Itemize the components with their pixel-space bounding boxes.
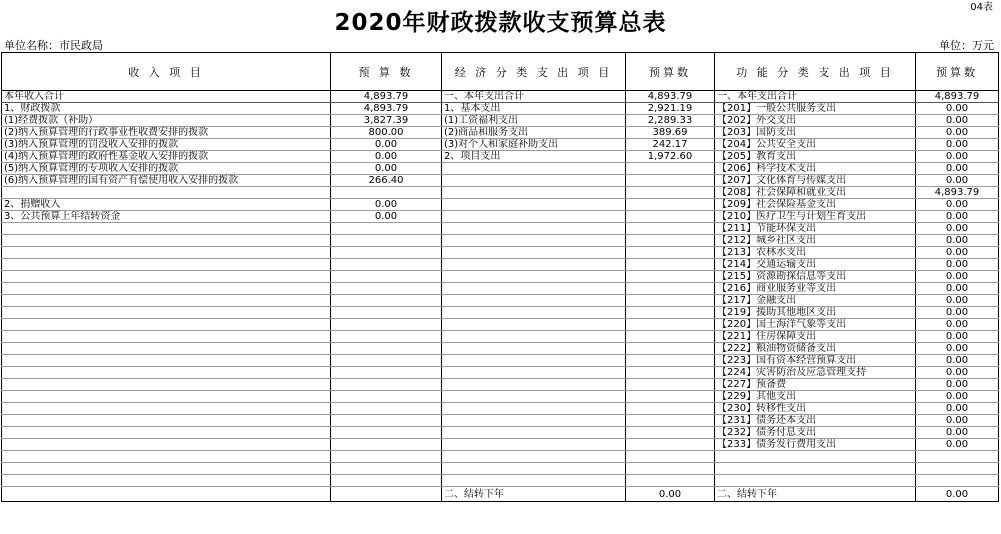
income-item-cell — [2, 307, 331, 319]
budget-summary-table — [1, 52, 999, 502]
table-row — [2, 187, 999, 199]
econ-budget-cell — [626, 211, 715, 223]
income-item-cell — [2, 355, 331, 367]
table-row — [2, 259, 999, 271]
income-budget-cell: 3,827.39 — [331, 115, 442, 127]
func-item-cell: 【233】债务发行费用支出 — [715, 439, 916, 451]
func-budget-cell: 4,893.79 — [916, 187, 999, 199]
income-budget-cell — [331, 343, 442, 355]
econ-item-cell — [442, 451, 626, 463]
econ-item-cell — [442, 175, 626, 187]
table-header-row — [2, 53, 999, 91]
income-budget-cell — [331, 319, 442, 331]
income-item-cell: (5)纳入预算管理的专项收入安排的拨款 — [2, 163, 331, 175]
income-budget-cell — [331, 307, 442, 319]
econ-budget-cell: 0.00 — [626, 487, 715, 502]
table-row — [2, 223, 999, 235]
table-row — [2, 175, 999, 187]
func-item-cell: 【222】粮油物资储备支出 — [715, 343, 916, 355]
income-budget-cell — [331, 247, 442, 259]
econ-item-cell — [442, 331, 626, 343]
table-row — [2, 283, 999, 295]
func-item-cell: 【224】灾害防治及应急管理支持 — [715, 367, 916, 379]
table-row — [2, 139, 999, 151]
func-budget-cell: 0.00 — [916, 343, 999, 355]
econ-item-cell: (2)商品和服务支出 — [442, 127, 626, 139]
econ-budget-cell: 242.17 — [626, 139, 715, 151]
income-budget-cell: 0.00 — [331, 163, 442, 175]
econ-item-cell — [442, 415, 626, 427]
func-budget-cell: 0.00 — [916, 427, 999, 439]
income-item-cell: (6)纳入预算管理的国有资产有偿使用收入安排的拨款 — [2, 175, 331, 187]
func-item-cell: 【231】债务还本支出 — [715, 415, 916, 427]
econ-item-cell — [442, 271, 626, 283]
income-budget-cell: 266.40 — [331, 175, 442, 187]
income-budget-cell: 4,893.79 — [331, 103, 442, 115]
econ-budget-cell: 2,289.33 — [626, 115, 715, 127]
income-item-cell — [2, 439, 331, 451]
econ-budget-cell — [626, 463, 715, 475]
econ-budget-cell: 4,893.79 — [626, 91, 715, 103]
func-item-cell: 【230】转移性支出 — [715, 403, 916, 415]
econ-item-cell — [442, 235, 626, 247]
func-item-cell: 【227】预备费 — [715, 379, 916, 391]
func-budget-cell: 0.00 — [916, 163, 999, 175]
func-budget-cell: 0.00 — [916, 175, 999, 187]
income-budget-cell — [331, 475, 442, 487]
func-item-cell: 【204】公共安全支出 — [715, 139, 916, 151]
income-budget-cell — [331, 331, 442, 343]
income-budget-cell — [331, 439, 442, 451]
econ-budget-cell — [626, 175, 715, 187]
income-budget-cell: 0.00 — [331, 139, 442, 151]
table-row — [2, 451, 999, 463]
func-item-cell: 【213】农林水支出 — [715, 247, 916, 259]
econ-item-cell — [442, 379, 626, 391]
econ-item-cell — [442, 475, 626, 487]
income-budget-cell — [331, 283, 442, 295]
func-item-cell: 【210】医疗卫生与计划生育支出 — [715, 211, 916, 223]
income-item-cell — [2, 451, 331, 463]
table-row — [2, 211, 999, 223]
table-row — [2, 319, 999, 331]
func-budget-cell: 0.00 — [916, 223, 999, 235]
func-item-cell: 一、本年支出合计 — [715, 91, 916, 103]
econ-item-cell: (3)对个人和家庭补助支出 — [442, 139, 626, 151]
econ-budget-cell — [626, 367, 715, 379]
table-row — [2, 103, 999, 115]
income-item-cell — [2, 415, 331, 427]
econ-budget-cell: 1,972.60 — [626, 151, 715, 163]
income-item-cell — [2, 331, 331, 343]
func-budget-cell: 0.00 — [916, 103, 999, 115]
func-budget-cell: 0.00 — [916, 487, 999, 502]
func-budget-cell: 0.00 — [916, 355, 999, 367]
func-budget-cell: 0.00 — [916, 403, 999, 415]
econ-item-cell — [442, 367, 626, 379]
econ-budget-cell — [626, 235, 715, 247]
income-item-cell — [2, 487, 331, 502]
econ-item-cell — [442, 223, 626, 235]
func-item-cell: 【215】资源勘探信息等支出 — [715, 271, 916, 283]
func-item-cell: 【232】债务付息支出 — [715, 427, 916, 439]
func-item-cell: 【212】城乡社区支出 — [715, 235, 916, 247]
func-item-cell — [715, 475, 916, 487]
table-row — [2, 151, 999, 163]
func-item-cell: 【201】一般公共服务支出 — [715, 103, 916, 115]
func-item-cell: 【217】金融支出 — [715, 295, 916, 307]
econ-budget-cell — [626, 223, 715, 235]
econ-item-cell: (1)工资福利支出 — [442, 115, 626, 127]
income-item-cell — [2, 391, 331, 403]
income-item-cell — [2, 247, 331, 259]
econ-budget-cell — [626, 331, 715, 343]
func-budget-header: 预算数 — [916, 53, 999, 91]
func-item-header: 功 能 分 类 支 出 项 目 — [715, 53, 916, 91]
econ-budget-cell — [626, 379, 715, 391]
func-budget-cell: 0.00 — [916, 295, 999, 307]
econ-budget-cell: 2,921.19 — [626, 103, 715, 115]
econ-budget-cell — [626, 283, 715, 295]
func-budget-cell: 0.00 — [916, 415, 999, 427]
income-budget-cell: 800.00 — [331, 127, 442, 139]
income-budget-cell: 0.00 — [331, 199, 442, 211]
table-row — [2, 427, 999, 439]
table-row — [2, 91, 999, 103]
income-budget-cell — [331, 187, 442, 199]
income-budget-cell: 4,893.79 — [331, 91, 442, 103]
income-budget-cell — [331, 427, 442, 439]
income-item-cell — [2, 475, 331, 487]
income-item-cell — [2, 343, 331, 355]
income-item-cell — [2, 427, 331, 439]
func-item-cell: 【207】文化体育与传媒支出 — [715, 175, 916, 187]
income-item-cell — [2, 295, 331, 307]
income-budget-cell — [331, 379, 442, 391]
income-item-cell: (2)纳入预算管理的行政事业性收费安排的拨款 — [2, 127, 331, 139]
income-budget-cell — [331, 295, 442, 307]
table-row — [2, 163, 999, 175]
econ-item-cell — [442, 187, 626, 199]
table-row — [2, 439, 999, 451]
econ-budget-cell: 389.69 — [626, 127, 715, 139]
table-row — [2, 391, 999, 403]
table-row — [2, 271, 999, 283]
func-budget-cell: 0.00 — [916, 331, 999, 343]
econ-budget-cell — [626, 427, 715, 439]
income-item-cell: (3)纳入预算管理的罚没收入安排的拨款 — [2, 139, 331, 151]
income-item-cell — [2, 271, 331, 283]
func-budget-cell: 0.00 — [916, 139, 999, 151]
income-item-cell — [2, 235, 331, 247]
income-item-cell: (1)经费拨款（补助） — [2, 115, 331, 127]
table-row — [2, 379, 999, 391]
income-budget-cell — [331, 415, 442, 427]
econ-budget-cell — [626, 163, 715, 175]
func-budget-cell: 0.00 — [916, 127, 999, 139]
econ-item-cell: 2、项目支出 — [442, 151, 626, 163]
func-item-cell: 【219】援助其他地区支出 — [715, 307, 916, 319]
table-row — [2, 403, 999, 415]
func-item-cell: 【216】商业服务业等支出 — [715, 283, 916, 295]
func-item-cell: 【211】节能环保支出 — [715, 223, 916, 235]
income-item-header: 收 入 项 目 — [2, 53, 331, 91]
econ-item-cell — [442, 295, 626, 307]
econ-item-cell: 二、结转下年 — [442, 487, 626, 502]
func-item-cell: 【205】教育支出 — [715, 151, 916, 163]
func-budget-cell: 0.00 — [916, 211, 999, 223]
econ-item-cell — [442, 211, 626, 223]
table-row — [2, 463, 999, 475]
econ-item-cell — [442, 403, 626, 415]
func-budget-cell: 0.00 — [916, 115, 999, 127]
func-budget-cell: 0.00 — [916, 247, 999, 259]
func-item-cell: 【208】社会保障和就业支出 — [715, 187, 916, 199]
income-item-cell: 1、财政拨款 — [2, 103, 331, 115]
econ-budget-cell — [626, 259, 715, 271]
econ-budget-cell — [626, 295, 715, 307]
func-item-cell: 【206】科学技术支出 — [715, 163, 916, 175]
income-item-cell: (4)纳入预算管理的政府性基金收入安排的拨款 — [2, 151, 331, 163]
table-body — [2, 91, 999, 502]
econ-budget-cell — [626, 343, 715, 355]
income-budget-cell — [331, 403, 442, 415]
income-budget-cell — [331, 271, 442, 283]
currency-unit-label: 单位：万元 — [939, 39, 994, 52]
table-row — [2, 199, 999, 211]
econ-item-cell — [442, 463, 626, 475]
func-item-cell: 【223】国有资本经营预算支出 — [715, 355, 916, 367]
econ-item-cell — [442, 319, 626, 331]
income-budget-cell: 0.00 — [331, 211, 442, 223]
income-item-cell — [2, 319, 331, 331]
table-row — [2, 487, 999, 502]
econ-budget-cell — [626, 247, 715, 259]
income-budget-cell — [331, 235, 442, 247]
func-budget-cell: 0.00 — [916, 259, 999, 271]
income-item-cell — [2, 403, 331, 415]
econ-item-cell — [442, 355, 626, 367]
table-row — [2, 331, 999, 343]
table-row — [2, 415, 999, 427]
econ-item-cell — [442, 283, 626, 295]
func-item-cell: 【203】国防支出 — [715, 127, 916, 139]
income-item-cell: 3、公共预算上年结转资金 — [2, 211, 331, 223]
func-budget-cell — [916, 451, 999, 463]
table-row — [2, 115, 999, 127]
func-budget-cell: 0.00 — [916, 283, 999, 295]
econ-budget-cell — [626, 307, 715, 319]
income-item-cell: 2、捐赠收入 — [2, 199, 331, 211]
income-budget-header: 预 算 数 — [331, 53, 442, 91]
econ-budget-cell — [626, 451, 715, 463]
table-row — [2, 235, 999, 247]
econ-item-cell — [442, 259, 626, 271]
econ-item-cell — [442, 391, 626, 403]
func-budget-cell: 0.00 — [916, 199, 999, 211]
table-row — [2, 475, 999, 487]
income-budget-cell — [331, 487, 442, 502]
econ-item-cell — [442, 343, 626, 355]
func-budget-cell: 4,893.79 — [916, 91, 999, 103]
func-item-cell: 【229】其他支出 — [715, 391, 916, 403]
func-budget-cell: 0.00 — [916, 307, 999, 319]
func-budget-cell: 0.00 — [916, 367, 999, 379]
table-row — [2, 127, 999, 139]
income-budget-cell — [331, 391, 442, 403]
econ-budget-cell — [626, 403, 715, 415]
econ-item-cell — [442, 439, 626, 451]
income-item-cell — [2, 463, 331, 475]
econ-budget-cell — [626, 415, 715, 427]
income-item-cell — [2, 187, 331, 199]
func-item-cell: 【202】外交支出 — [715, 115, 916, 127]
econ-item-cell — [442, 199, 626, 211]
econ-item-cell — [442, 427, 626, 439]
func-budget-cell: 0.00 — [916, 439, 999, 451]
func-budget-cell — [916, 463, 999, 475]
income-item-cell — [2, 283, 331, 295]
econ-budget-header: 预算数 — [626, 53, 715, 91]
econ-item-cell: 一、本年支出合计 — [442, 91, 626, 103]
func-budget-cell: 0.00 — [916, 235, 999, 247]
table-row — [2, 343, 999, 355]
table-row — [2, 367, 999, 379]
econ-budget-cell — [626, 187, 715, 199]
income-budget-cell — [331, 355, 442, 367]
econ-budget-cell — [626, 475, 715, 487]
econ-item-cell — [442, 307, 626, 319]
econ-budget-cell — [626, 355, 715, 367]
income-budget-cell — [331, 451, 442, 463]
income-item-cell: 本年收入合计 — [2, 91, 331, 103]
econ-budget-cell — [626, 439, 715, 451]
income-budget-cell — [331, 223, 442, 235]
income-budget-cell — [331, 367, 442, 379]
income-budget-cell — [331, 463, 442, 475]
func-budget-cell — [916, 475, 999, 487]
income-item-cell — [2, 223, 331, 235]
econ-budget-cell — [626, 199, 715, 211]
econ-budget-cell — [626, 271, 715, 283]
table-row — [2, 307, 999, 319]
func-budget-cell: 0.00 — [916, 319, 999, 331]
func-item-cell — [715, 451, 916, 463]
func-item-cell: 【209】社会保险基金支出 — [715, 199, 916, 211]
func-item-cell: 【214】交通运输支出 — [715, 259, 916, 271]
income-budget-cell: 0.00 — [331, 151, 442, 163]
func-item-cell: 【220】国土海洋气象等支出 — [715, 319, 916, 331]
func-budget-cell: 0.00 — [916, 271, 999, 283]
econ-item-cell: 1、基本支出 — [442, 103, 626, 115]
income-budget-cell — [331, 259, 442, 271]
income-item-cell — [2, 259, 331, 271]
unit-name-label: 单位名称：市民政局 — [4, 39, 103, 52]
func-budget-cell: 0.00 — [916, 151, 999, 163]
func-budget-cell: 0.00 — [916, 379, 999, 391]
func-item-cell: 二、结转下年 — [715, 487, 916, 502]
table-row — [2, 355, 999, 367]
table-row — [2, 295, 999, 307]
table-row — [2, 247, 999, 259]
income-item-cell — [2, 379, 331, 391]
page-title: 2020年财政拨款收支预算总表 — [334, 10, 667, 36]
func-item-cell — [715, 463, 916, 475]
econ-item-cell — [442, 247, 626, 259]
econ-budget-cell — [626, 391, 715, 403]
econ-item-header: 经 济 分 类 支 出 项 目 — [442, 53, 626, 91]
econ-item-cell — [442, 163, 626, 175]
table-number-tag: 04表 — [970, 2, 993, 13]
income-item-cell — [2, 367, 331, 379]
func-budget-cell: 0.00 — [916, 391, 999, 403]
func-item-cell: 【221】住房保障支出 — [715, 331, 916, 343]
econ-budget-cell — [626, 319, 715, 331]
